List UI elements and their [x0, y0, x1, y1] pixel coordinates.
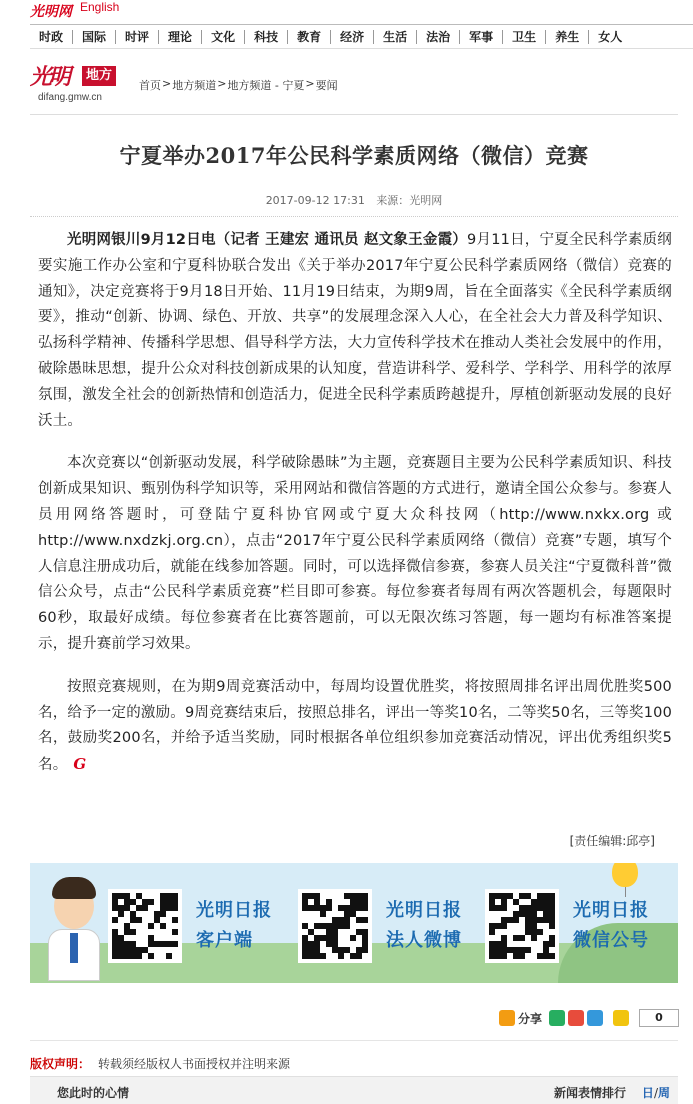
- channel-logo[interactable]: [30, 60, 130, 104]
- gmw-apps-banner[interactable]: [30, 863, 678, 983]
- rank-tabs: 日/周: [641, 1086, 670, 1100]
- article-meta: [30, 192, 678, 208]
- tab-week[interactable]: 周: [657, 1086, 670, 1100]
- main-nav: [30, 24, 693, 49]
- nav-item[interactable]: 法治: [417, 30, 460, 44]
- english-link[interactable]: English: [80, 0, 120, 14]
- breadcrumb-link[interactable]: 要闻: [315, 79, 338, 92]
- nav-item[interactable]: 时政: [30, 30, 73, 44]
- nav-item[interactable]: 教育: [288, 30, 331, 44]
- qr-code-icon: [485, 889, 559, 963]
- nav-item[interactable]: 经济: [331, 30, 374, 44]
- dateline: 光明网银川9月12日电（记者 王建宏 通讯员 赵文象王金霞）: [67, 232, 468, 248]
- qr-promo[interactable]: [485, 889, 649, 963]
- qr-promo[interactable]: [108, 889, 272, 963]
- divider: [30, 216, 678, 217]
- nav-item[interactable]: 科技: [245, 30, 288, 44]
- nav-item[interactable]: 卫生: [503, 30, 546, 44]
- breadcrumb: 首页 > 地方频道 > 地方频道 - 宁夏 > 要闻: [139, 77, 338, 92]
- qr-label-line2: 法人微博: [386, 930, 462, 951]
- qr-promo[interactable]: [298, 889, 462, 963]
- qr-label-line1: 光明日报: [386, 900, 462, 921]
- tab-day[interactable]: 日: [641, 1086, 654, 1100]
- share-label: 分享: [517, 1011, 542, 1026]
- nav-item[interactable]: 文化: [202, 30, 245, 44]
- article-body: [38, 228, 672, 796]
- qzone-icon[interactable]: [587, 1010, 603, 1026]
- page-title: 宁夏举办2017年公民科学素质网络（微信）竞赛: [119, 143, 589, 168]
- breadcrumb-link[interactable]: 首页: [139, 79, 161, 92]
- share-bar: [496, 1008, 679, 1028]
- share-count: 0: [639, 1009, 679, 1027]
- nav-item[interactable]: 理论: [159, 30, 202, 44]
- copyright-label: 版权声明：: [30, 1057, 91, 1071]
- qr-label-line2: 微信公号: [573, 930, 649, 951]
- paragraph-3-text: 按照竞赛规则，在为期9周竞赛活动中，每周均设置优胜奖，将按照周排名评出周优胜奖500名，给予一定的激励。9周竞赛结束后，按照总排名，评出一等奖10名，二等奖50名，三等奖100名，鼓励奖200名，并给予适当奖励，同时根据各单位组织参加竞赛活动情况，评出优秀组织奖5名。: [38, 678, 672, 774]
- paragraph-2: 本次竞赛以“创新驱动发展，科学破除愚昧”为主题，竞赛题目主要为公民科学素质知识、科技创新成果知识、甄别伪科学知识等，采用网站和微信答题的方式进行，邀请全国公众参与。参赛人员用网络答题时，可登陆宁夏科协官网或宁夏大众科技网（http://www.nxkx.org 或http://www.nxdzkj.org.cn），点击“2017年宁夏公民科学素质网络（微信）竞赛”专题，填写个人信息注册成功后，就能在线参加答题。同时，可以选择微信参赛，参赛人员关注“宁夏微科普”微信公众号，点击“公民科学素质竞赛”栏目即可参赛。每位参赛者每周有两次答题机会，每题限时60秒，取最好成绩。每位参赛者在比赛答题前，可以无限次练习答题，每一题均有标准答案提示，提升赛前学习效果。: [38, 455, 672, 652]
- wechat-icon[interactable]: [549, 1010, 565, 1026]
- nav-item[interactable]: 时评: [116, 30, 159, 44]
- editor-credit: [责任编辑:邱亭]: [569, 834, 655, 848]
- publish-date: 2017-09-12 17:31: [265, 194, 365, 207]
- breadcrumb-link[interactable]: 地方频道 - 宁夏: [227, 79, 305, 92]
- gmw-end-icon: G: [73, 755, 87, 774]
- breadcrumb-link[interactable]: 地方频道: [172, 79, 217, 92]
- gmw-logo-text: 光明网: [30, 4, 72, 20]
- balloon-icon: [612, 863, 638, 887]
- weibo-icon[interactable]: [568, 1010, 584, 1026]
- divider: [30, 1040, 678, 1041]
- qr-code-icon: [108, 889, 182, 963]
- gmw-logo[interactable]: [30, 1, 72, 20]
- channel-badge: 地方: [82, 66, 116, 86]
- qr-label-line1: 光明日报: [196, 900, 272, 921]
- divider: [30, 114, 678, 115]
- qr-label-line2: 客户端: [196, 930, 253, 951]
- mood-title: 您此时的心情: [57, 1086, 130, 1100]
- qr-code-icon: [298, 889, 372, 963]
- channel-domain: difang.gmw.cn: [38, 92, 102, 103]
- top-bar: [0, 0, 693, 20]
- nav-item[interactable]: 女人: [598, 29, 623, 44]
- qr-label-line1: 光明日报: [573, 900, 649, 921]
- copyright-notice: [30, 1055, 290, 1072]
- nav-item[interactable]: 生活: [374, 30, 417, 44]
- channel-logo-text: 光明: [30, 64, 69, 90]
- share-icon[interactable]: [499, 1010, 515, 1026]
- bottom-section-header: [30, 1076, 678, 1104]
- emotion-rank-title: 新闻表情排行: [553, 1086, 626, 1100]
- copy-link-icon[interactable]: [613, 1010, 629, 1026]
- paragraph-1: [38, 228, 672, 434]
- nav-item[interactable]: 军事: [460, 30, 503, 44]
- nav-item[interactable]: 国际: [73, 30, 116, 44]
- paragraph-1-text: 9月11日，宁夏全民科学素质纲要实施工作办公室和宁夏科协联合发出《关于举办2017年宁夏公民科学素质网络（微信）竞赛的通知》，决定竞赛将于9月18日开始、11月19日结束，为期9周，旨在全面落实《全民科学素质纲要》，推动“创新、协调、绿色、开放、共享”的发展理念深入人心，在全社会大力普及科学知识、弘扬科学精神、传播科学思想、倡导科学方法，大力宣传科学技术在推动人类社会发展中的作用，破除愚昧思想，提升公众对科技创新成果的认知度，营造讲科学、爱科学、学科学、用科学的浓厚氛围，激发全社会的创新热情和创造活力，促进全民科学素质跨越提升，厚植创新驱动发展的良好沃土。: [38, 232, 672, 429]
- copyright-text: 转载须经版权人书面授权并注明来源: [98, 1057, 291, 1071]
- nav-item[interactable]: 养生: [546, 30, 589, 44]
- paragraph-3: [38, 675, 672, 779]
- cartoon-person-icon: [40, 877, 110, 981]
- article-source: 来源：光明网: [376, 194, 443, 207]
